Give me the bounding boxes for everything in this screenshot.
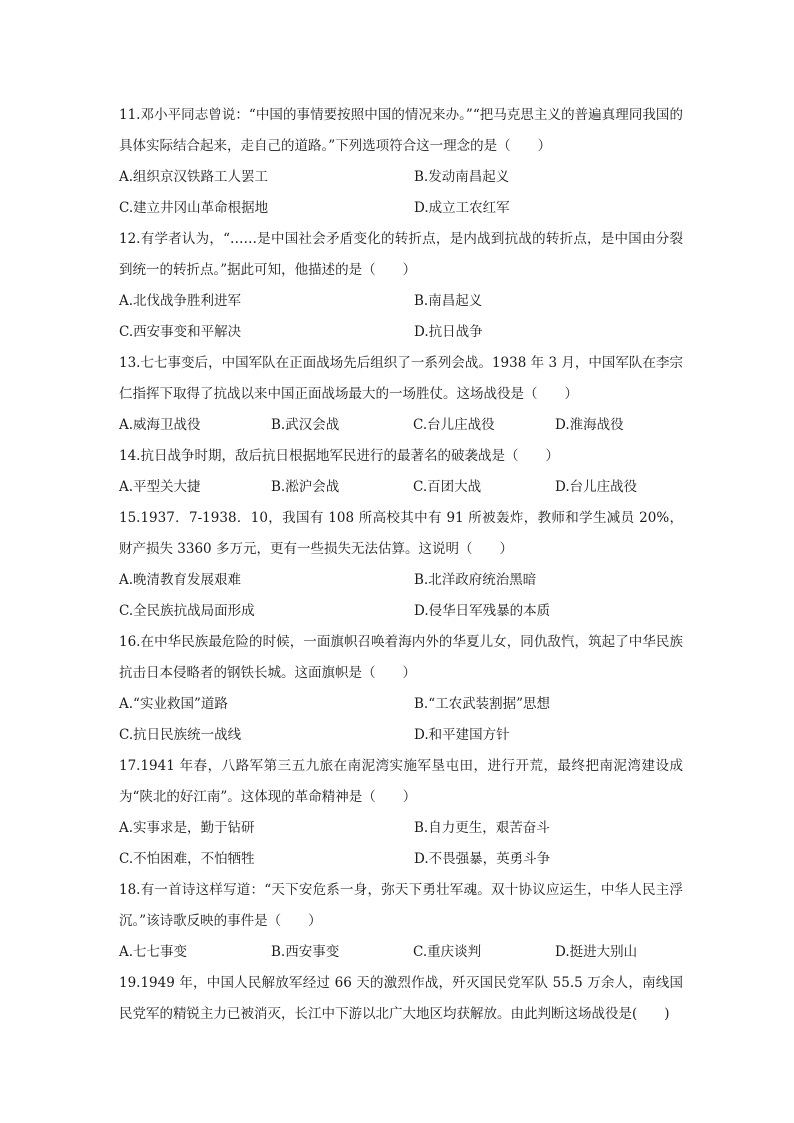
answer-option: B.西安事变 bbox=[271, 944, 340, 960]
answer-option: C.百团大战 bbox=[413, 479, 482, 495]
answer-options bbox=[119, 937, 683, 968]
answer-option: C.台儿庄战役 bbox=[413, 417, 495, 433]
answer-option: B.南昌起义 bbox=[414, 293, 483, 309]
answer-option: C.不怕困难，不怕牺牲 bbox=[119, 851, 255, 867]
question-stem: 14.抗日战争时期，敌后抗日根据地军民进行的最著名的破袭战是（ ） bbox=[119, 448, 559, 464]
answer-option: D.淮海战役 bbox=[555, 417, 624, 433]
answer-option: D.侵华日军残暴的本质 bbox=[414, 603, 551, 619]
question-stem: 13.七七事变后，中国军队在正面战场先后组织了一系列会战。1938 年 3 月，中国军队在李宗仁指挥下取得了抗战以来中国正面战场最大的一场胜仗。这场战役是（ ） bbox=[119, 355, 683, 402]
question-block bbox=[119, 751, 683, 875]
answer-option: D.台儿庄战役 bbox=[555, 479, 638, 495]
answer-options bbox=[119, 813, 683, 875]
answer-options bbox=[119, 565, 683, 627]
question-block bbox=[119, 968, 683, 1030]
answer-option: C.抗日民族统一战线 bbox=[119, 727, 242, 743]
question-block bbox=[119, 627, 683, 751]
answer-option: B.北洋政府统治黑暗 bbox=[414, 572, 537, 588]
question-stem: 15.1937．7-1938．10，我国有 108 所高校其中有 91 所被轰炸，教师和学生减员 20%，财产损失 3360 多万元，更有一些损失无法估算。这说明（ ） bbox=[119, 510, 683, 557]
answer-option: B.武汉会战 bbox=[271, 417, 340, 433]
question-stem: 12.有学者认为，“……是中国社会矛盾变化的转折点，是内战到抗战的转折点，是中国由分裂到统一的转折点。”据此可知，他描述的是（ ） bbox=[119, 231, 683, 278]
answer-option: D.成立工农红军 bbox=[414, 200, 510, 216]
answer-option: C.建立井冈山革命根据地 bbox=[119, 200, 269, 216]
question-stem: 11.邓小平同志曾说：“中国的事情要按照中国的情况来办。”“把马克思主义的普遍真理同我国的具体实际结合起来，走自己的道路。”下列选项符合这一理念的是（ ） bbox=[119, 107, 683, 154]
answer-option: C.重庆谈判 bbox=[413, 944, 482, 960]
answer-option: A.“实业救国”道路 bbox=[119, 696, 228, 712]
answer-option: A.平型关大捷 bbox=[119, 479, 201, 495]
answer-option: B.“工农武装割据”思想 bbox=[414, 696, 551, 712]
answer-option: B.自力更生，艰苦奋斗 bbox=[414, 820, 550, 836]
question-stem: 18.有一首诗这样写道：“天下安危系一身，弥天下勇壮军魂。双十协议应运生，中华人民主浮沉。”该诗歌反映的事件是（ ） bbox=[119, 882, 683, 929]
question-stem: 16.在中华民族最危险的时候，一面旗帜召唤着海内外的华夏儿女，同仇敌忾，筑起了中华民族抗击日本侵略者的钢铁长城。这面旗帜是（ ） bbox=[119, 634, 683, 681]
answer-option: A.威海卫战役 bbox=[119, 417, 201, 433]
answer-option: D.不畏强暴，英勇斗争 bbox=[414, 851, 551, 867]
answer-option: B.淞沪会战 bbox=[271, 479, 340, 495]
answer-option: A.实事求是，勤于钻研 bbox=[119, 820, 255, 836]
answer-options bbox=[119, 162, 683, 224]
answer-option: C.西安事变和平解决 bbox=[119, 324, 242, 340]
answer-options bbox=[119, 472, 683, 503]
answer-option: D.和平建国方针 bbox=[414, 727, 510, 743]
answer-options bbox=[119, 410, 683, 441]
answer-option: B.发动南昌起义 bbox=[414, 169, 510, 185]
question-block bbox=[119, 100, 683, 224]
question-block bbox=[119, 224, 683, 348]
question-block bbox=[119, 875, 683, 968]
question-block bbox=[119, 441, 683, 503]
question-stem: 19.1949 年，中国人民解放军经过 66 天的激烈作战，歼灭国民党军队 55.5 万余人，南线国民党军的精锐主力已被消灭，长江中下游以北广大地区均获解放。由此判断这场战役是( ) bbox=[119, 975, 683, 1022]
answer-option: D.挺进大别山 bbox=[555, 944, 638, 960]
answer-option: D.抗日战争 bbox=[414, 324, 483, 340]
answer-options bbox=[119, 689, 683, 751]
answer-option: A.晚清教育发展艰难 bbox=[119, 572, 242, 588]
answer-option: C.全民族抗战局面形成 bbox=[119, 603, 255, 619]
answer-option: A.七七事变 bbox=[119, 944, 188, 960]
question-stem: 17.1941 年春，八路军第三五九旅在南泥湾实施军垦屯田，进行开荒，最终把南泥湾建设成为“陕北的好江南”。这体现的革命精神是（ ） bbox=[119, 758, 683, 805]
question-block bbox=[119, 503, 683, 627]
question-block bbox=[119, 348, 683, 441]
answer-option: A.组织京汉铁路工人罢工 bbox=[119, 169, 269, 185]
exam-page bbox=[119, 100, 683, 1030]
answer-option: A.北伐战争胜利进军 bbox=[119, 293, 242, 309]
answer-options bbox=[119, 286, 683, 348]
